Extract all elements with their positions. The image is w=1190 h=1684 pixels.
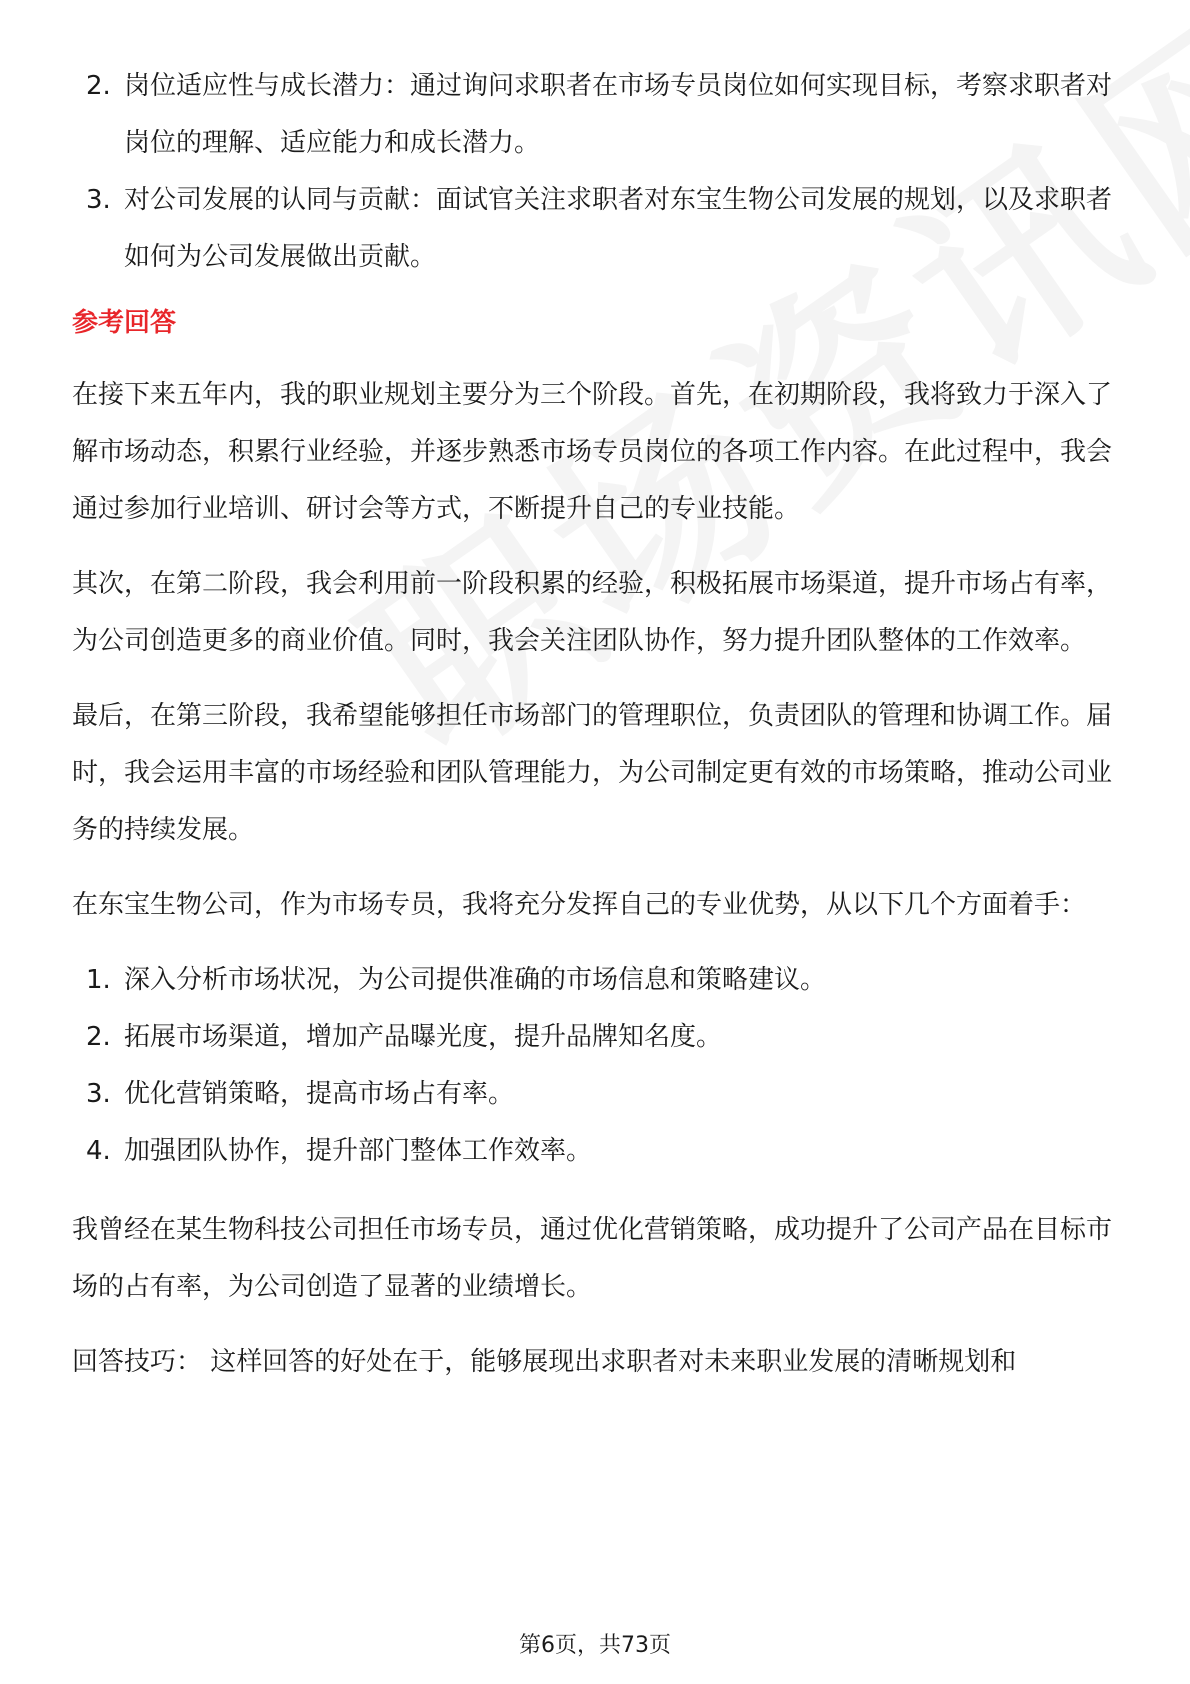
- tip-paragraph: 回答技巧： 这样回答的好处在于，能够展现出求职者对未来职业发展的清晰规划和: [72, 1347, 1017, 1377]
- list-number: 2.: [86, 71, 111, 101]
- list-item: [72, 1066, 1122, 1123]
- list-item-text: 加强团队协作，提升部门整体工作效率。: [124, 1136, 593, 1166]
- list-item: [72, 1123, 1122, 1180]
- list-item: [72, 58, 1122, 172]
- question-points-list: [72, 58, 1122, 286]
- list-item: [72, 952, 1122, 1009]
- list-number: 3.: [86, 185, 111, 215]
- answer-paragraph: 在东宝生物公司，作为市场专员，我将充分发挥自己的专业优势，从以下几个方面着手：: [72, 890, 1087, 920]
- list-item: [72, 172, 1122, 286]
- list-number: 1.: [86, 965, 111, 995]
- page-content: [72, 58, 1122, 1409]
- list-item-text: 对公司发展的认同与贡献：面试官关注求职者对东宝生物公司发展的规划，以及求职者如何为公司发展做出贡献。: [124, 185, 1113, 272]
- list-item-text: 拓展市场渠道，增加产品曝光度，提升品牌知名度。: [124, 1022, 723, 1052]
- list-number: 2.: [86, 1022, 111, 1052]
- section-title: 参考回答: [72, 308, 177, 338]
- list-item-text: 优化营销策略，提高市场占有率。: [124, 1079, 515, 1109]
- list-item-text: 岗位适应性与成长潜力：通过询问求职者在市场专员岗位如何实现目标，考察求职者对岗位的理解、适应能力和成长潜力。: [124, 71, 1113, 158]
- answer-points-list: [72, 952, 1122, 1180]
- list-item: [72, 1009, 1122, 1066]
- list-number: 4.: [86, 1136, 111, 1166]
- closing-paragraph: 我曾经在某生物科技公司担任市场专员，通过优化营销策略，成功提升了公司产品在目标市场的占有率，为公司创造了显著的业绩增长。: [72, 1215, 1113, 1302]
- page-footer: 第6页，共73页: [519, 1633, 671, 1658]
- answer-paragraph: 其次，在第二阶段，我会利用前一阶段积累的经验，积极拓展市场渠道，提升市场占有率，为公司创造更多的商业价值。同时，我会关注团队协作，努力提升团队整体的工作效率。: [72, 569, 1113, 656]
- list-item-text: 深入分析市场状况，为公司提供准确的市场信息和策略建议。: [124, 965, 827, 995]
- answer-paragraph: 在接下来五年内，我的职业规划主要分为三个阶段。首先，在初期阶段，我将致力于深入了解市场动态，积累行业经验，并逐步熟悉市场专员岗位的各项工作内容。在此过程中，我会通过参加行业培训、研讨会等方式，不断提升自己的专业技能。: [72, 380, 1113, 524]
- answer-paragraph: 最后，在第三阶段，我希望能够担任市场部门的管理职位，负责团队的管理和协调工作。届时，我会运用丰富的市场经验和团队管理能力，为公司制定更有效的市场策略，推动公司业务的持续发展。: [72, 701, 1113, 845]
- list-number: 3.: [86, 1079, 111, 1109]
